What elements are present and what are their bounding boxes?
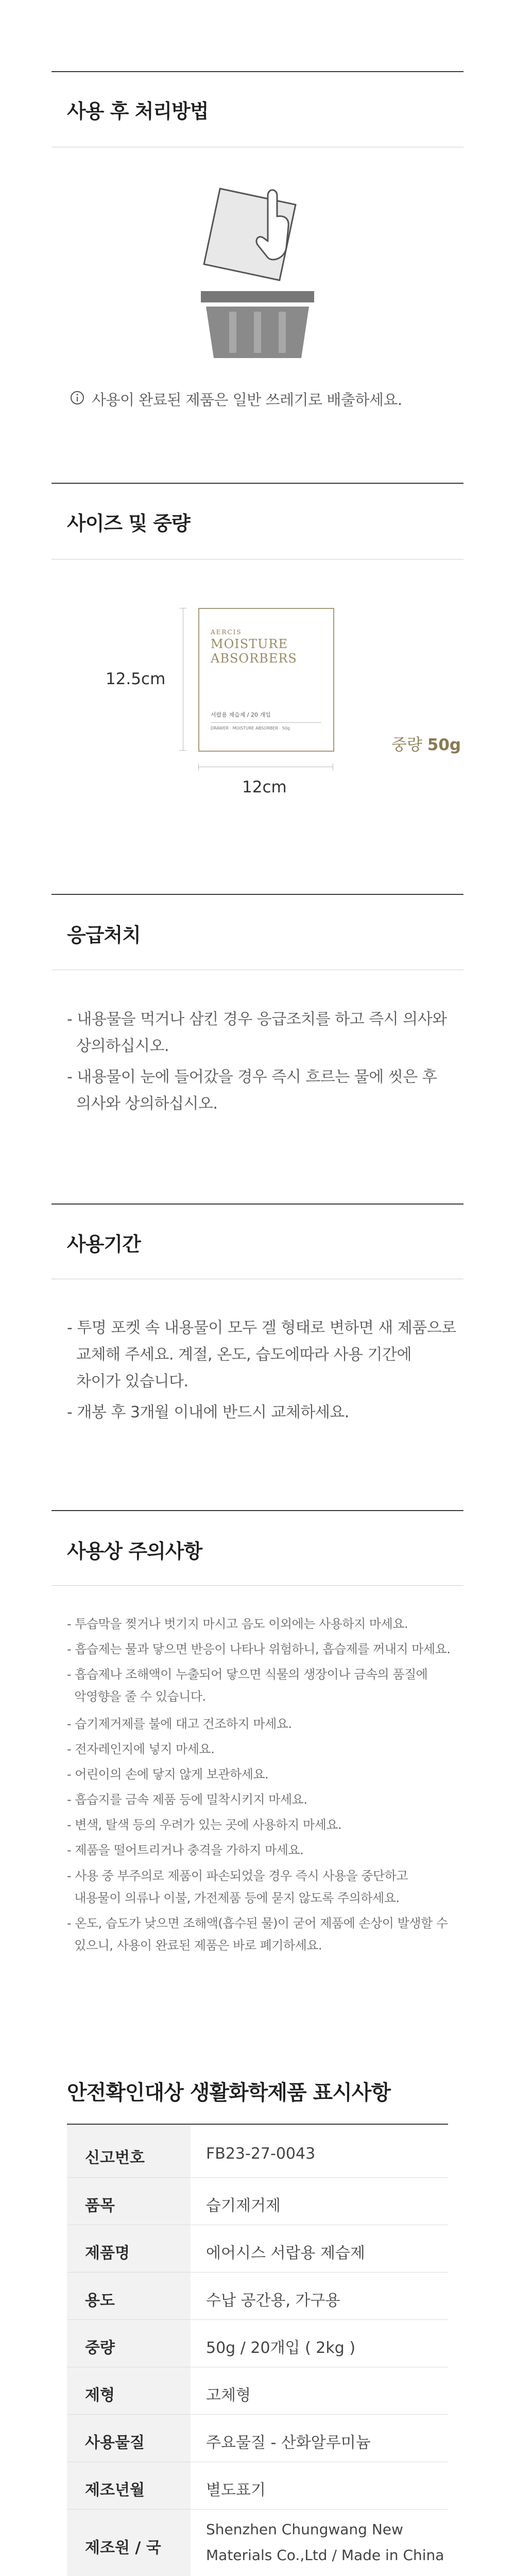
table-value: 고체형 <box>206 2386 251 2404</box>
weight-label <box>391 732 461 755</box>
section-divider-top <box>52 894 464 895</box>
table-label: 신고번호 <box>85 2149 145 2167</box>
bin-icon <box>201 291 314 358</box>
table-label: 제조원 / 국 <box>85 2539 161 2557</box>
package-sub: DRAWER · MOISTURE ABSORBER · 50g <box>211 726 290 731</box>
package-name: 서랍용 제습제 / 20 개입 <box>211 711 271 718</box>
first-aid-title: 응급처치 <box>67 924 141 946</box>
first-aid-line: 상의하십시오. <box>67 1037 169 1055</box>
caution-line: - 온도, 습도가 낮으면 조해액(흡수된 물)이 굳어 제품에 손상이 발생할 수 <box>67 1916 448 1930</box>
period-line: 차이가 있습니다. <box>67 1372 188 1391</box>
package-line2: ABSORBERS <box>211 651 297 666</box>
table-value-line2: Materials Co.,Ltd / Made in China <box>206 2547 444 2564</box>
disposal-title: 사용 후 처리방법 <box>67 100 209 123</box>
table-value: 별도표기 <box>206 2481 266 2499</box>
table-label: 중량 <box>85 2339 115 2357</box>
table-value: 50g / 20개입 ( 2kg ) <box>206 2339 356 2357</box>
caution-line: - 습기제거제를 불에 대고 건조하지 마세요. <box>67 1717 292 1731</box>
table-label: 용도 <box>85 2292 115 2310</box>
table-label: 제조년월 <box>85 2481 145 2499</box>
caution-line: - 흡습지를 금속 제품 등에 밀착시키지 마세요. <box>67 1792 307 1807</box>
table-value: Shenzhen Chungwang New <box>206 2521 403 2538</box>
dimension-tick <box>198 764 199 771</box>
table-label: 제형 <box>85 2386 115 2404</box>
period-line: 교체해 주세요. 계절, 온도, 습도에따라 사용 기간에 <box>67 1346 411 1364</box>
caution-line: - 흡습제나 조해액이 누출되어 닿으면 식물의 생장이나 금속의 품질에 <box>67 1667 428 1682</box>
table-value: 에어시스 서랍용 제습제 <box>206 2244 365 2262</box>
section-divider-top <box>52 1510 464 1511</box>
table-value: 습기제거제 <box>206 2197 281 2215</box>
table-row-divider <box>67 2319 448 2320</box>
table-row-divider <box>67 2509 448 2510</box>
caution-line: - 제품을 떨어트리거나 충격을 가하지 마세요. <box>67 1843 304 1857</box>
first-aid-line: - 내용물이 눈에 들어갔을 경우 즉시 흐르는 물에 씻은 후 <box>67 1068 437 1086</box>
size-title: 사이즈 및 중량 <box>67 512 190 535</box>
disposal-note: 사용이 완료된 제품은 일반 쓰레기로 배출하세요. <box>92 391 402 409</box>
period-line: - 투명 포켓 속 내용물이 모두 겔 형태로 변하면 새 제품으로 <box>67 1319 456 1337</box>
section-divider <box>52 559 464 560</box>
section-divider <box>52 1585 464 1586</box>
section-divider-top <box>52 71 464 72</box>
first-aid-line: 의사와 상의하십시오. <box>67 1095 218 1113</box>
table-label: 제품명 <box>85 2244 130 2262</box>
package-line1: MOISTURE <box>211 637 288 651</box>
caution-line: - 투습막을 찢거나 벗기지 마시고 음도 이외에는 사용하지 마세요. <box>67 1617 408 1631</box>
table-row-divider <box>67 2272 448 2273</box>
section-divider-top <box>52 483 464 484</box>
trash-bin-illustration <box>191 185 324 361</box>
height-label: 12.5cm <box>106 670 166 688</box>
dimension-tick <box>179 750 186 751</box>
info-icon <box>70 390 85 405</box>
caution-line: - 변색, 탈색 등의 우려가 있는 곳에 사용하지 마세요. <box>67 1818 342 1832</box>
table-label: 사용물질 <box>85 2434 145 2452</box>
caution-line: - 어린이의 손에 닿지 않게 보관하세요. <box>67 1767 269 1782</box>
package-box <box>198 608 334 752</box>
caution-line: 악영향을 줄 수 있습니다. <box>67 1689 206 1704</box>
period-title: 사용기간 <box>67 1233 141 1256</box>
width-label: 12cm <box>242 778 287 796</box>
first-aid-line: - 내용물을 먹거나 삼킨 경우 응급조치를 하고 즉시 의사와 <box>67 1010 447 1028</box>
table-row-divider <box>67 2177 448 2178</box>
caution-line: - 전자레인지에 넣지 마세요. <box>67 1742 215 1756</box>
weight-value: 50g <box>427 736 461 754</box>
table-value: FB23-27-0043 <box>206 2145 316 2163</box>
table-value: 수납 공간용, 가구용 <box>206 2292 340 2310</box>
table-label: 품목 <box>85 2197 115 2215</box>
caution-line: - 사용 중 부주의로 제품이 파손되었을 경우 즉시 사용을 중단하고 <box>67 1869 408 1883</box>
package-divider <box>211 722 321 723</box>
caution-line: - 흡습제는 물과 닿으면 반응이 나타나 위험하니, 흡습제를 꺼내지 마세요. <box>67 1642 451 1656</box>
package-brand: AERCIS <box>211 629 242 636</box>
weight-label-text: 중량 <box>391 736 422 754</box>
caution-title: 사용상 주의사항 <box>67 1540 202 1563</box>
period-line: - 개봉 후 3개월 이내에 반드시 교체하세요. <box>67 1403 349 1421</box>
caution-line: 내용물이 의류나 이불, 가전제품 등에 묻지 않도록 주의하세요. <box>67 1891 400 1905</box>
caution-line: 있으니, 사용이 완료된 제품은 바로 폐기하세요. <box>67 1938 322 1953</box>
table-row-divider <box>67 2414 448 2415</box>
label-table-title: 안전확인대상 생활화학제품 표시사항 <box>67 2081 391 2105</box>
table-value: 주요물질 - 산화알루미늄 <box>206 2434 371 2452</box>
section-divider-top <box>52 1204 464 1205</box>
